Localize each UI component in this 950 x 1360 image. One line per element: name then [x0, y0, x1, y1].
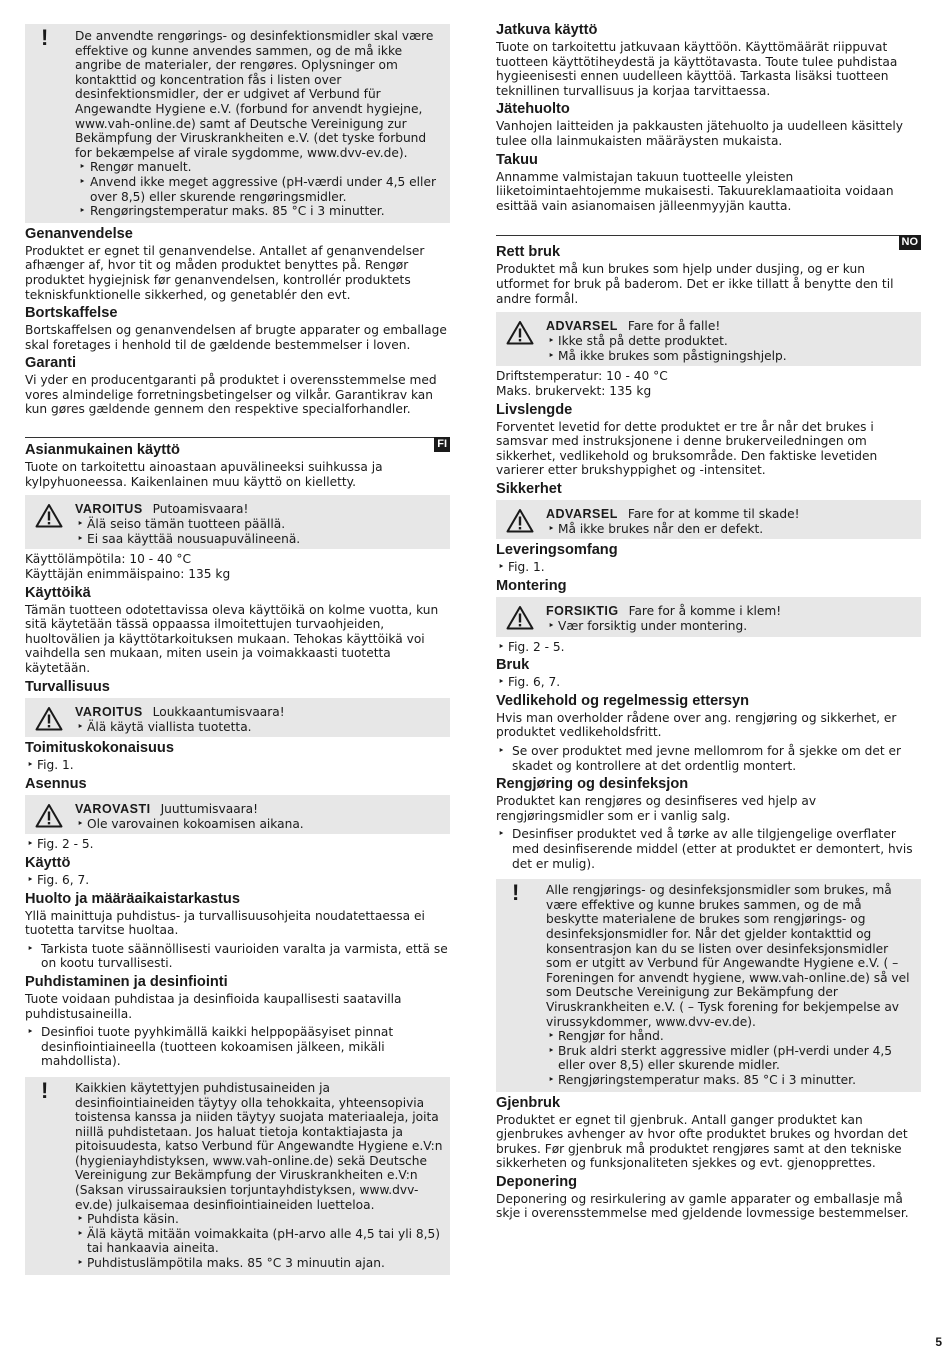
warning-bullet: ‣ Må ikke brukes når den er defekt. [546, 522, 915, 537]
warning-bullet: ‣ Må ikke brukes som påstigningshjelp. [546, 349, 915, 364]
no-section-divider [496, 235, 921, 249]
fi-maintenance-heading: Huolto ja määräaikaistarkastus [25, 890, 240, 907]
no-maintenance-bullet: ‣ Se over produktet med jevne mellomrom for å sjekke om det er skadet og kontrollere at det ordentlig montert. [496, 744, 921, 773]
fi-scope-heading: Toimituskokonaisuus [25, 740, 174, 757]
da-warranty-text: Vi yder en producentgaranti på produktet i overensstemmelse med vores almindelige forretningsbetingelser og vilkår. Garantikrav kan kun gøres gældende gennem den respektive specialforhandler. [25, 373, 437, 417]
fi-assembly-item: ‣ Fig. 2 - 5. [25, 837, 450, 852]
no-disposal-text: Deponering og resirkulering av gamle apparater og emballasje må skje i overensstemmelse med gjeldende lovmessige bestemmelser. [496, 1191, 909, 1221]
no-note-bullet: ‣ Bruk aldri sterkt aggressive midler (pH-verdi under 4,5 eller over 8,5) eller skurende midler. [546, 1044, 915, 1073]
no-caution-box [496, 597, 921, 637]
no-life-text: Forventet levetid for dette produktet er tre år når det brukes i samsvar med instruksjonene i denne brukerveiledningen om sikkerhet, vedlikehold og bruksområde. Den faktiske levetiden varierer etter brukshyppighet og -intensitet. [496, 419, 878, 478]
da-cleaning-note: De anvendte rengørings- og desinfektionsmidler skal være effektive og kunne anvendes sammen, og de må ikke angribe de materialer, der rengøres. Oplysninger om kontakttid og koncentration fås i listen over desinfektionsmidler, der er udgivet af Verbund für Angewandte Hygiene e.V. (forbund for anvendt hygiejne, www.vah-online.de) samt af Deutsche Vereinigung zur Bekämpfung der Viruskrankheiten e.V. (det tyske forbund for bekæmpelse af virale sygdomme, www.dvv-ev.de). [75, 29, 434, 160]
fi-note-bullet: ‣ Puhdistuslämpötila maks. 85 °C 3 minuutin ajan. [75, 1256, 444, 1271]
fi-maintenance-bullet: ‣ Tarkista tuote säännöllisesti vaurioiden varalta ja varmista, että se on kootu turvallisesti. [25, 942, 450, 971]
no-cleaning-heading: Rengjøring og desinfeksjon [496, 776, 689, 793]
no-safety-warning-box [496, 500, 921, 540]
fi-safety-heading: Turvallisuus [25, 678, 110, 695]
fi-maintenance-text: Yllä mainittuja puhdistus- ja turvallisuusohjeita noudatettaessa ei tuotetta tarvitse huoltaa. [25, 908, 425, 938]
da-warranty-heading: Garanti [25, 355, 77, 372]
fi-cleaning-bullet: ‣ Desinfioi tuote pyyhkimällä kaikki helppopääsyiset pinnat desinfiointiaineella (tuotteen kokoamisen jälkeen, mikäli mahdollista). [25, 1025, 450, 1069]
fi-continuous-use-text: Tuote on tarkoitettu jatkuvaan käyttöön. Käyttömäärät riippuvat tuotteen käyttötiheydestä ja käyttötavasta. Toute tulee puhdistaa hygieenisesti ennen uudelleen käyttöä. Tarkasta lisäksi tuotteen teknillinen turvallisuus ja korjaa tarvittaessa. [496, 40, 898, 98]
warning-triangle-icon [35, 503, 63, 528]
fi-life-heading: Käyttöikä [25, 584, 91, 601]
warning-bullet: ‣ Ei saa käyttää nousuapuvälineenä. [75, 532, 444, 547]
no-safety-heading: Sikkerhet [496, 480, 562, 497]
page-number: 5 [935, 1335, 942, 1349]
da-reuse-text: Produktet er egnet til genanvendelse. Antallet af genanvendelser afhænger af, hvor tit og måden produktet benyttes på. Rengør produktet hygiejnisk før genanvendelsen, kontrollér produktets tekniskfunktionelle sikkerhed, og genetablér den evt. [25, 243, 425, 302]
da-cleaning-note-box [25, 24, 450, 223]
no-warning-box [496, 312, 921, 366]
warning-message: Juuttumisvaara! [160, 801, 259, 816]
no-use-heading: Rett bruk [496, 244, 561, 261]
fi-cleaning-heading: Puhdistaminen ja desinfiointi [25, 973, 228, 990]
fi-life-text: Tämän tuotteen odotettavissa oleva käyttöikä on kolme vuotta, kun sitä käytetään tässä oppaassa ilmoitettujen turvaohjeiden, huoltovälien ja käyttötarkoituksen mukaan. Tehokas käyttöikä voi vaihdella sen mukaan, miten usein ja voimakkaasti tuotetta käytetään. [25, 602, 439, 675]
da-note-bullet: ‣ Anvend ikke meget aggressive (pH-værdi under 4,5 eller over 8,5) eller skurende rengøringsmidler. [75, 175, 444, 204]
no-temperature: Driftstemperatur: 10 - 40 °C [496, 369, 668, 384]
warning-message: Fare for at komme til skade! [627, 506, 800, 521]
no-scope-heading: Leveringsomfang [496, 542, 618, 559]
da-note-bullet: ‣ Rengør manuelt. [75, 160, 444, 175]
warning-triangle-icon [35, 803, 63, 828]
fi-cleaning-note: Kaikkien käytettyjen puhdistusaineiden ja desinfiointiaineiden täytyy olla tehokkaita, yhteensopivia toistensa kanssa ja niiden täytyy suojata materiaaleja, joita niillä puhdistetaan. Jos haluat tietoja kontaktiajasta ja pitoisuudesta, katso Verbund für Angewandte Hygiene e.V:n (hygieniayhdistyksen, www.vah-online.de) sekä Deutsche Vereinigung zur Bekämpfung der Viruskrankheiten e.V:n (Saksan virussairauksien torjuntayhdistyksen, www.dvv-ev.de) julkaisemaa desinfiointiaineiden luetteloa. [75, 1080, 443, 1212]
fi-caution-box [25, 795, 450, 835]
no-disposal-heading: Deponering [496, 1173, 578, 1190]
no-maintenance-heading: Vedlikehold og regelmessig ettersyn [496, 692, 750, 709]
signal-word: FORSIKTIG [546, 604, 619, 619]
no-note-bullet: ‣ Rengjør for hånd. [546, 1029, 915, 1044]
no-usage-item: ‣ Fig. 6, 7. [496, 675, 921, 690]
no-cleaning-text: Produktet kan rengjøres og desinfiseres ved hjelp av rengjøringsmidler som er i vanlig salg. [496, 794, 817, 823]
da-note-bullet: ‣ Rengøringstemperatur maks. 85 °C i 3 minutter. [75, 204, 444, 219]
no-note-bullet: ‣ Rengjøringstemperatur maks. 85 °C i 3 minutter. [546, 1073, 915, 1088]
da-disposal-heading: Bortskaffelse [25, 305, 118, 322]
no-cleaning-note: Alle rengjørings- og desinfeksjonsmidler som brukes, må være effektive og kunne brukes sammen, og de må beskytte materialene de brukes som rengjørings- og desinfeksjonsmidler for. Når det gjelder kontakttid og konsentrasjon kan du se listen over desinfeksjonsmidler som er utgitt av Verbund für Angewandte Hygiene e.V. ( – Foreningen for anvendt hygiene, www.vah-online.de) så vel som Deutsche Vereinigung zur Bekämpfung der Viruskrankheiten e.V. ( – Tysk forening for bekjempelse av virussykdommer, www.dvv-ev.de). [546, 883, 910, 1029]
exclamation-icon: ! [41, 25, 49, 50]
fi-waste-text: Vanhojen laitteiden ja pakkausten jätehuolto ja uudelleen käsittely tulee olla lainmukaisten määräysten mukaista. [496, 119, 904, 148]
signal-word: ADVARSEL [546, 319, 618, 334]
da-disposal-text: Bortskaffelsen og genanvendelsen af brugte apparater og emballage skal foretages i henhold til de gældende bestemmelser i loven. [25, 323, 447, 352]
warning-bullet: ‣ Vær forsiktig under montering. [546, 619, 915, 634]
signal-word: ADVARSEL [546, 506, 618, 521]
fi-cleaning-note-box [25, 1077, 450, 1275]
no-max-weight: Maks. brukervekt: 135 kg [496, 383, 652, 398]
right-column [496, 22, 921, 1221]
fi-note-bullet: ‣ Puhdista käsin. [75, 1212, 444, 1227]
fi-usage-heading: Käyttö [25, 854, 71, 871]
warning-triangle-icon [35, 706, 63, 731]
no-reuse-text: Produktet er egnet til gjenbruk. Antall ganger produktet kan gjenbrukes avhenger av hvor ofte produktet brukes og hvordan det brukes. Før gjenbruk må produktet rengjøres samt at den tekniske sikkerheten og funksjonaliteten sjekkes og evt. gjenopprettes. [496, 1112, 908, 1171]
fi-warning-box [25, 495, 450, 549]
signal-word: VAROVASTI [75, 801, 151, 816]
warning-bullet: ‣ Älä seiso tämän tuotteen päällä. [75, 517, 444, 532]
warning-message: Fare for å falle! [627, 319, 721, 334]
no-reuse-heading: Gjenbruk [496, 1094, 561, 1111]
left-column [25, 22, 450, 1278]
warning-message: Fare for å komme i klem! [628, 604, 782, 619]
no-life-heading: Livslengde [496, 401, 573, 418]
fi-warranty-text: Annamme valmistajan takuun tuotteelle yleisten liiketoimintaehtojemme mukaisesti. Takuureklamaatioita voidaan esittää vain asianomaisen jälleenmyyjän kautta. [496, 169, 894, 213]
fi-use-heading: Asianmukainen käyttö [25, 442, 180, 459]
no-use-text: Produktet må kun brukes som hjelp under dusjing, og er kun utformet for bruk på baderom. Det er ikke tillatt å benytte den til andre formål. [496, 262, 894, 306]
no-cleaning-bullet: ‣ Desinfiser produktet ved å tørke av alle tilgjengelige overflater med desinfiserende middel (etter at produktet er demontert, hvis det er mulig). [496, 827, 921, 871]
no-assembly-item: ‣ Fig. 2 - 5. [496, 640, 921, 655]
fi-language-tag: FI [434, 437, 450, 452]
fi-warranty-heading: Takuu [496, 151, 538, 168]
no-maintenance-text: Hvis man overholder rådene over ang. rengjøring og sikkerhet, er produktet vedlikeholdsfritt. [496, 710, 897, 740]
warning-triangle-icon [506, 605, 534, 630]
warning-bullet: ‣ Älä käytä viallista tuotetta. [75, 720, 444, 735]
fi-assembly-heading: Asennus [25, 775, 87, 792]
warning-bullet: ‣ Ikke stå på dette produktet. [546, 334, 915, 349]
fi-cleaning-text: Tuote voidaan puhdistaa ja desinfioida kaupallisesti saatavilla puhdistusaineilla. [25, 991, 402, 1021]
warning-triangle-icon [506, 508, 534, 533]
no-scope-item: ‣ Fig. 1. [496, 560, 921, 575]
signal-word: VAROITUS [75, 502, 143, 517]
signal-word: VAROITUS [75, 704, 143, 719]
fi-note-bullet: ‣ Älä käytä mitään voimakkaita (pH-arvo alle 4,5 tai yli 8,5) tai hankaavia aineita. [75, 1227, 444, 1256]
exclamation-icon: ! [41, 1077, 49, 1103]
fi-max-weight: Käyttäjän enimmäispaino: 135 kg [25, 567, 231, 582]
no-cleaning-note-box [496, 879, 921, 1091]
warning-message: Loukkaantumisvaara! [152, 704, 285, 719]
fi-scope-item: ‣ Fig. 1. [25, 758, 450, 773]
fi-usage-item: ‣ Fig. 6, 7. [25, 873, 450, 888]
fi-use-text: Tuote on tarkoitettu ainoastaan apuvälineeksi suihkussa ja kylpyhuoneessa. Kaikenlainen muu käyttö on kielletty. [25, 460, 383, 489]
warning-triangle-icon [506, 320, 534, 345]
warning-message: Putoamisvaara! [152, 502, 249, 517]
exclamation-icon: ! [512, 880, 520, 906]
no-language-tag: NO [899, 235, 922, 250]
warning-bullet: ‣ Ole varovainen kokoamisen aikana. [75, 817, 444, 832]
fi-continuous-use-heading: Jatkuva käyttö [496, 22, 598, 38]
fi-safety-warning-box [25, 698, 450, 738]
no-assembly-heading: Montering [496, 578, 567, 595]
fi-temperature: Käyttölämpötila: 10 - 40 °C [25, 552, 192, 567]
da-reuse-heading: Genanvendelse [25, 225, 133, 242]
no-usage-heading: Bruk [496, 657, 530, 674]
fi-waste-heading: Jätehuolto [496, 101, 570, 118]
